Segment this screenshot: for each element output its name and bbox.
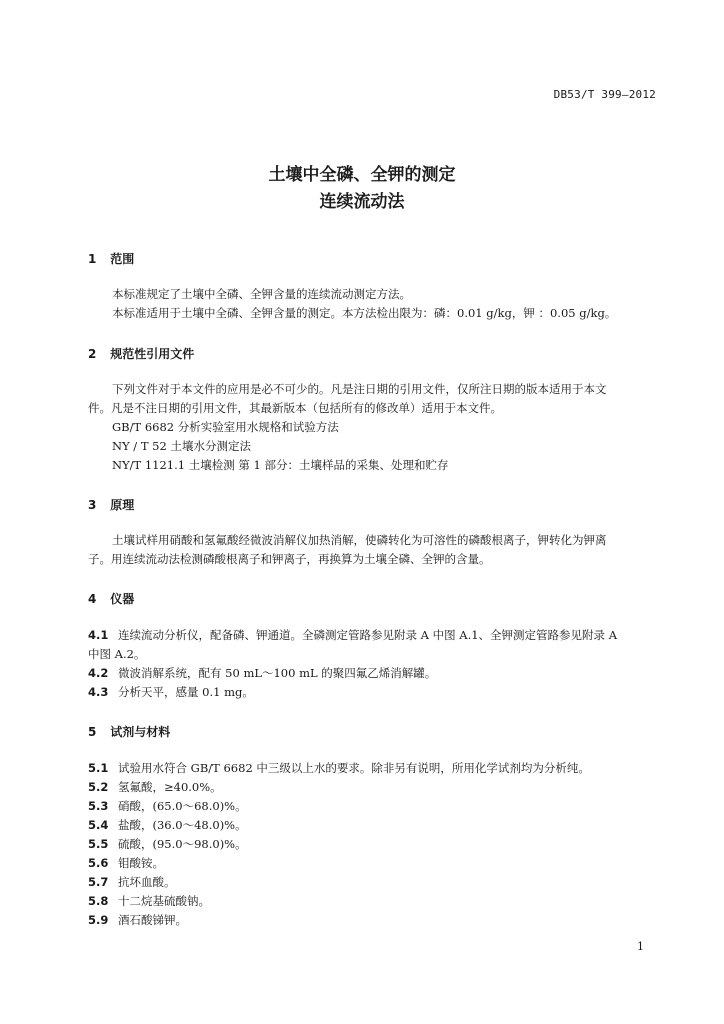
section-heading-references xyxy=(88,345,194,362)
paragraph: 件。凡是不注日期的引用文件，其最新版本（包括所有的修改单）适用于本文件。 xyxy=(88,401,502,415)
item-number: 5.3 xyxy=(88,799,109,813)
item-number: 5.5 xyxy=(88,837,109,851)
section-heading-scope xyxy=(88,250,134,267)
paragraph: 本标准规定了土壤中全磷、全钾含量的连续流动测定方法。 xyxy=(112,287,411,301)
list-item xyxy=(88,893,210,909)
item-text: 氢氟酸，≥40.0%。 xyxy=(118,780,222,794)
list-item xyxy=(88,855,164,871)
item-number: 5.7 xyxy=(88,875,109,889)
list-item xyxy=(88,627,617,643)
section-number: 3 xyxy=(88,498,97,512)
item-number: 5.4 xyxy=(88,818,109,832)
section-number: 1 xyxy=(88,252,97,266)
item-text: 抗坏血酸。 xyxy=(118,875,176,889)
item-number: 4.3 xyxy=(88,685,109,699)
list-item xyxy=(88,665,436,681)
section-number: 2 xyxy=(88,347,97,361)
item-text: 试验用水符合 GB/T 6682 中三级以上水的要求。除非另有说明，所用化学试剂均为分析纯。 xyxy=(118,761,590,775)
item-text: 连续流动分析仪，配备磷、钾通道。全磷测定管路参见附录 A 中图 A.1、全钾测定管路参见附录 A xyxy=(118,628,618,642)
item-number: 5.8 xyxy=(88,894,109,908)
paragraph: 下列文件对于本文件的应用是必不可少的。凡是注日期的引用文件，仅所注日期的版本适用于本文 xyxy=(112,382,607,396)
item-text: 硫酸，(95.0～98.0)%。 xyxy=(118,837,247,851)
list-item xyxy=(88,798,247,814)
list-item xyxy=(88,817,247,833)
list-item xyxy=(88,912,187,928)
section-title: 规范性引用文件 xyxy=(110,347,195,361)
section-title: 试剂与材料 xyxy=(110,725,171,739)
item-text: 钼酸铵。 xyxy=(118,856,164,870)
list-item xyxy=(88,874,176,890)
list-item xyxy=(88,836,247,852)
section-heading-principle xyxy=(88,496,134,513)
document-subtitle: 连续流动法 xyxy=(319,192,405,212)
document-title: 土壤中全磷、全钾的测定 xyxy=(268,165,456,185)
page-number: 1 xyxy=(637,940,644,953)
section-heading-reagents xyxy=(88,723,170,740)
reference-item: GB/T 6682 分析实验室用水规格和试验方法 xyxy=(112,420,339,434)
list-item xyxy=(88,684,254,700)
reference-item: NY / T 52 土壤水分测定法 xyxy=(112,439,251,453)
list-item xyxy=(88,760,590,776)
item-number: 5.9 xyxy=(88,913,109,927)
item-number: 5.1 xyxy=(88,761,109,775)
section-title: 仪器 xyxy=(110,592,135,606)
item-number: 5.6 xyxy=(88,856,109,870)
standard-code: DB53/T 399—2012 xyxy=(553,88,656,101)
item-text: 微波消解系统，配有 50 mL～100 mL 的聚四氟乙烯消解罐。 xyxy=(118,666,437,680)
section-number: 4 xyxy=(88,592,97,606)
section-title: 范围 xyxy=(110,252,135,266)
item-number: 5.2 xyxy=(88,780,109,794)
item-text: 十二烷基硫酸钠。 xyxy=(118,894,210,908)
section-title: 原理 xyxy=(110,498,135,512)
item-number: 4.1 xyxy=(88,628,109,642)
section-heading-instruments xyxy=(88,590,134,607)
reference-item: NY/T 1121.1 土壤检测 第 1 部分：土壤样品的采集、处理和贮存 xyxy=(112,458,449,472)
item-text: 硝酸，(65.0～68.0)%。 xyxy=(118,799,247,813)
paragraph: 本标准适用于土壤中全磷、全钾含量的测定。本方法检出限为：磷：0.01 g/kg，钾 ：0.05 g/kg。 xyxy=(112,306,617,320)
item-text: 中图 A.2。 xyxy=(88,647,146,661)
list-item-continuation xyxy=(88,646,145,662)
list-item xyxy=(88,779,222,795)
item-text: 分析天平，感量 0.1 mg。 xyxy=(118,685,254,699)
paragraph: 子。用连续流动法检测磷酸根离子和钾离子，再换算为土壤全磷、全钾的含量。 xyxy=(88,552,491,566)
paragraph: 土壤试样用硝酸和氢氟酸经微波消解仪加热消解，使磷转化为可溶性的磷酸根离子，钾转化为钾离 xyxy=(112,533,607,547)
item-number: 4.2 xyxy=(88,666,109,680)
section-number: 5 xyxy=(88,725,97,739)
item-text: 盐酸，(36.0～48.0)%。 xyxy=(118,818,247,832)
item-text: 酒石酸锑钾。 xyxy=(118,913,187,927)
